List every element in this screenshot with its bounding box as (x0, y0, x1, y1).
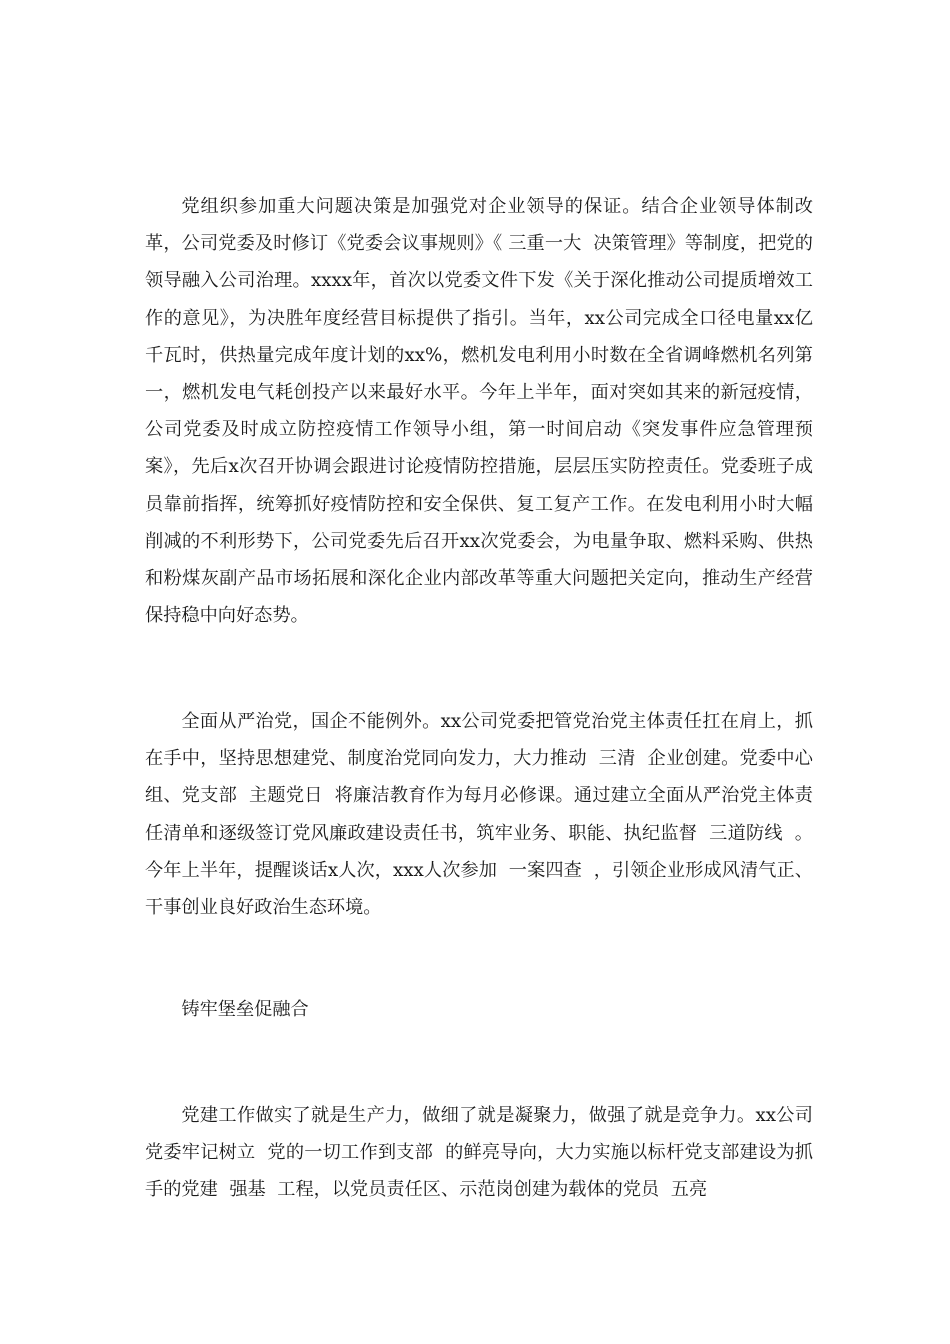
section-heading: 铸牢堡垒促融合 (181, 999, 309, 1020)
paragraph-strict-governance: 全面从严治党，国企不能例外。xx公司党委把管党治党主体责任扛在肩上，抓在手中，坚持思想建党、制度治党同向发力，大力推动 三清 企业创建。党委中心组、党支部 主题党日 将廉洁教育作为每月必修课。通过建立全面从严治党主体责任清单和逐级签订党风廉政建设责任书，筑牢业务、职能、执纪监督 三道防线 。今年上半年，提醒谈话x人次，xxx人次参加 一案四查 ，引领企业形成风清气正、干事创业良好政治生态环境。 (145, 711, 813, 919)
paragraph-decision-making: 党组织参加重大问题决策是加强党对企业领导的保证。结合企业领导体制改革，公司党委及时修订《党委会议事规则》《 三重一大 决策管理》等制度，把党的领导融入公司治理。xxxx年，首次以党委文件下发《关于深化推动公司提质增效工作的意见》，为决胜年度经营目标提供了指引。当年，xx公司完成全口径电量xx亿千瓦时，供热量完成年度计划的xx%，燃机发电利用小时数在全省调峰燃机名列第一，燃机发电气耗创投产以来最好水平。今年上半年，面对突如其来的新冠疫情，公司党委及时成立防控疫情工作领导小组，第一时间启动《突发事件应急管理预案》，先后x次召开协调会跟进讨论疫情防控措施，层层压实防控责任。党委班子成员靠前指挥，统筹抓好疫情防控和安全保供、复工复产工作。在发电利用小时大幅削减的不利形势下，公司党委先后召开xx次党委会，为电量争取、燃料采购、供热和粉煤灰副产品市场拓展和深化企业内部改革等重大问题把关定向，推动生产经营保持稳中向好态势。 (145, 196, 813, 627)
paragraph-party-building: 党建工作做实了就是生产力，做细了就是凝聚力，做强了就是竞争力。xx公司党委牢记树立 党的一切工作到支部 的鲜亮导向，大力实施以标杆党支部建设为抓手的党建 强基 工程，以党员责任区、示范岗创建为载体的党员 五亮 (145, 1105, 813, 1201)
